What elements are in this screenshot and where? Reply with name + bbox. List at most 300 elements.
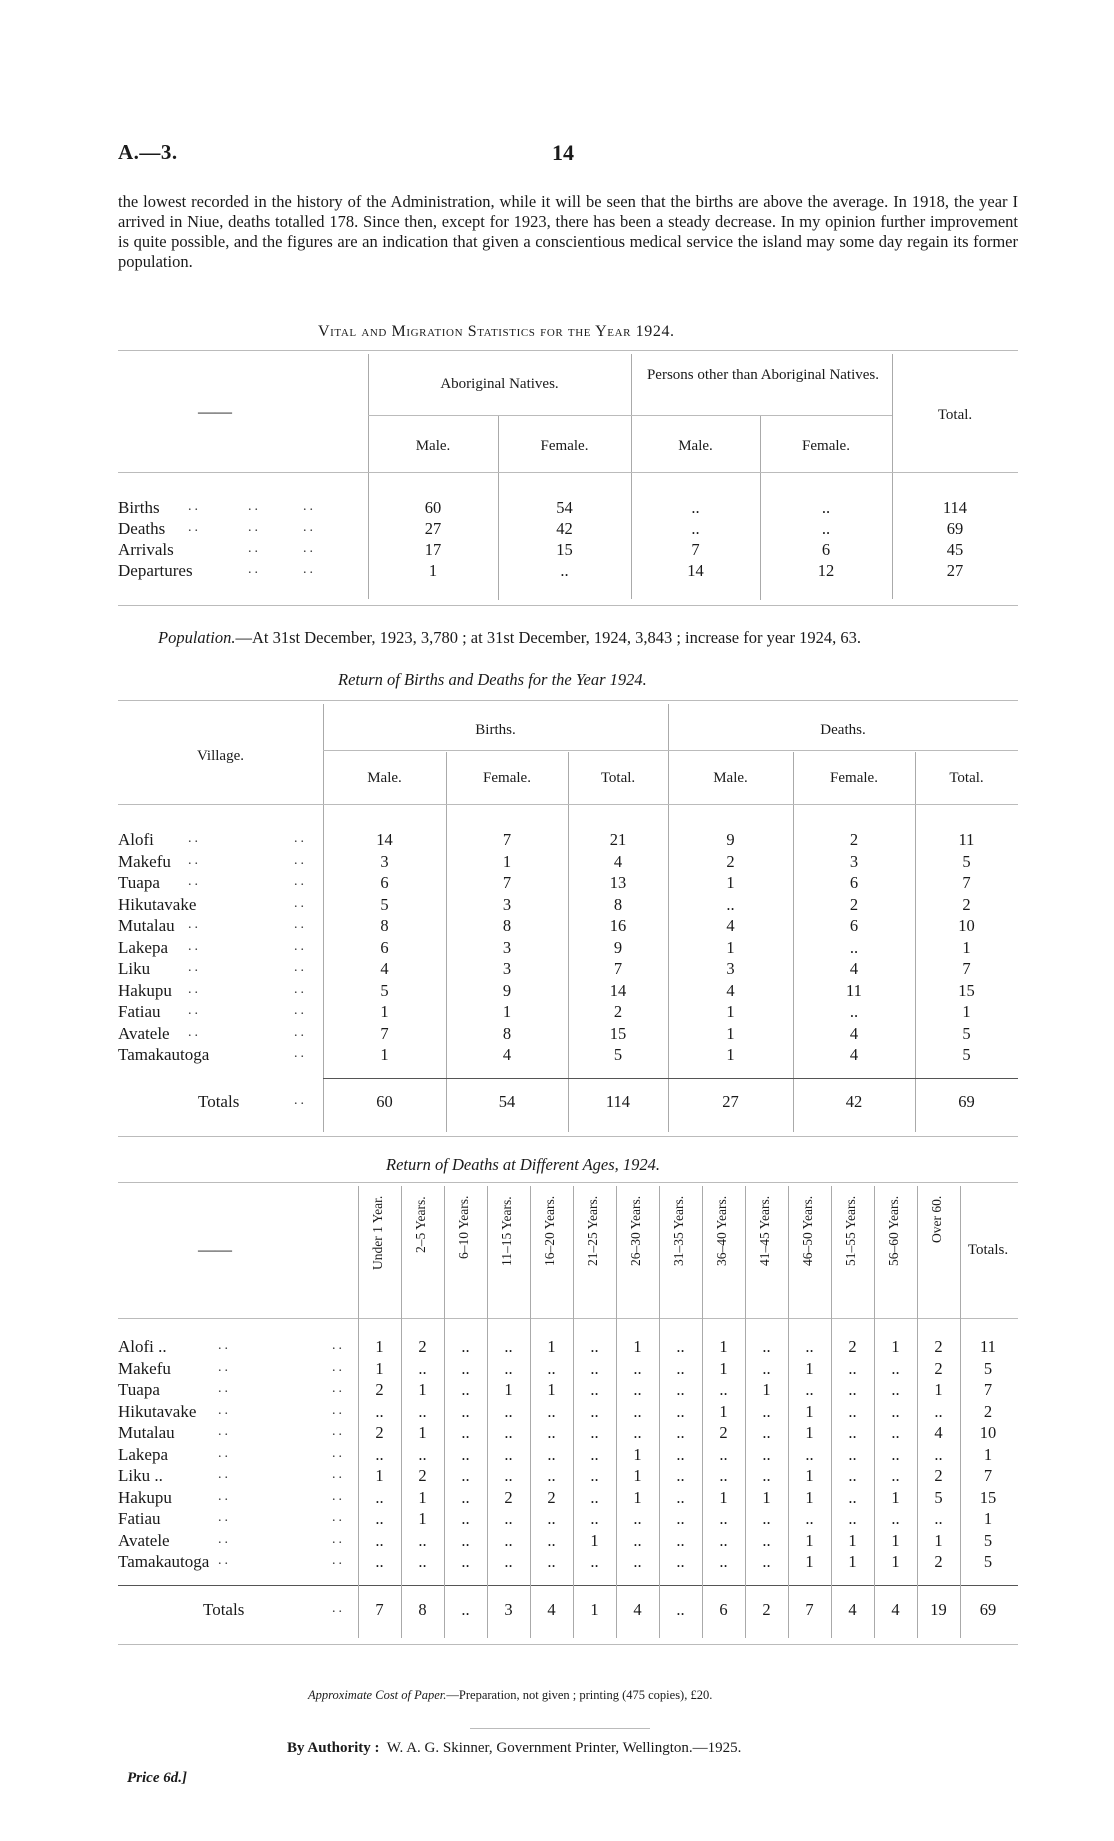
ages-total-cell: 3 [504,1600,513,1619]
ages-cell: .. [418,1530,427,1550]
births-total-header: Total. [600,770,636,786]
ages-column-header: 36–40 Years. [714,1196,729,1267]
bd-village-dots: .. [188,981,201,997]
ages-cell: .. [891,1444,900,1464]
ages-total-cell: 8 [418,1600,427,1619]
ages-village-dots: .. [332,1359,345,1375]
ages-cell: .. [504,1530,513,1550]
ages-cell: 1 [719,1337,728,1356]
ages-cell: .. [590,1509,599,1528]
ages-cell: 1 [762,1380,771,1399]
bd-village-name: Hikutavake [118,894,197,914]
price-note: Price 6d.] [127,1770,187,1786]
vital-row-dots: .. [303,499,316,514]
ages-cell: .. [375,1552,384,1571]
bd-cell-dm: .. [726,894,735,914]
vital-row-dots: .. [303,541,316,556]
ages-cell: .. [762,1509,771,1528]
ages-cell: .. [418,1552,427,1571]
ages-column-rule [616,1186,617,1638]
ages-cell: .. [805,1380,814,1399]
ages-cell: .. [719,1466,728,1485]
bd-village-dots: .. [188,831,201,846]
ages-cell: .. [891,1466,900,1485]
bd-cell-bf: 1 [502,1002,512,1021]
ages-cell: 1 [633,1487,642,1507]
ages-column-header: 11–15 Years. [499,1196,514,1266]
bd-cell-dt: 15 [958,980,975,1000]
bd-cell-bm: 14 [376,830,393,849]
ages-cell: .. [891,1509,900,1528]
bd-village-name: Mutalau [118,916,175,935]
vital-cell-of: .. [821,498,831,517]
bd-cell-bf: 7 [502,830,512,849]
ages-cell: 1 [633,1466,642,1485]
ages-cell: 2 [934,1466,943,1485]
ages-cell: .. [504,1444,513,1464]
bd-village-name: Fatiau [118,1002,161,1021]
bd-village-dots: .. [188,917,201,932]
ages-cell: .. [633,1358,642,1378]
ages-column-header: 51–55 Years. [843,1196,858,1267]
ages-total-cell: 4 [848,1600,857,1619]
ages-village-dots: .. [218,1553,231,1568]
bd-total-deaths-female: 42 [845,1092,863,1111]
ages-cell: .. [461,1380,470,1399]
ages-title: Return of Deaths at Different Ages, 1924. [386,1155,661,1174]
ages-column-rule [960,1186,961,1638]
ages-cell: 2 [719,1423,728,1442]
bd-total-births: 114 [605,1092,631,1111]
bd-cell-dm: 1 [726,1002,735,1021]
ages-cell: 5 [934,1487,943,1507]
ages-column-header: 41–45 Years. [757,1196,772,1267]
bd-total-deaths-male: 27 [722,1092,739,1111]
vital-cell-of: 6 [821,540,831,559]
bd-cell-bt: 8 [613,894,623,914]
bd-cell-bf: 3 [502,937,512,957]
ages-village-dots: .. [218,1531,231,1547]
ages-column-rule [487,1186,488,1638]
bd-cell-df: 11 [846,980,862,1000]
intro-paragraph [118,192,1018,272]
ages-cell: .. [762,1358,771,1378]
ages-column-header: 16–20 Years. [542,1196,557,1267]
bd-cell-bm: 1 [380,1045,389,1064]
ages-column-rule [788,1186,789,1638]
ages-cell: .. [375,1487,384,1507]
bd-cell-bf: 4 [502,1045,512,1064]
ages-village-dots: .. [332,1402,345,1418]
ages-cell: .. [461,1487,470,1507]
ages-cell: .. [891,1401,900,1421]
bd-cell-df: 2 [849,894,859,914]
bd-village-dots: .. [188,1003,201,1018]
ages-cell: .. [547,1423,556,1442]
ages-cell: .. [848,1466,857,1485]
bd-cell-df: 6 [849,873,859,892]
bd-cell-bf: 8 [502,916,512,935]
vital-row-dots: .. [248,541,261,556]
bd-cell-bt: 5 [613,1045,623,1064]
ages-cell: .. [719,1509,728,1528]
ages-column-rule [702,1186,703,1638]
bd-cell-dt: 5 [962,1045,971,1064]
vital-row-label: Departures [118,561,193,580]
bd-cell-dt: 10 [958,916,975,935]
bd-cell-bm: 3 [380,851,389,871]
ages-row-total: 2 [983,1401,993,1421]
bd-cell-bm: 6 [380,937,389,957]
ages-village-dots: .. [332,1381,345,1396]
ages-cell: .. [461,1423,470,1442]
bd-cell-dm: 4 [726,916,735,935]
bd-village-dots: .. [188,852,201,868]
bd-village-dots: .. [294,1003,307,1018]
births-header: Births. [475,722,516,738]
ages-column-rule [530,1186,531,1638]
ages-cell: 1 [762,1487,771,1507]
ages-village-dots: .. [218,1488,231,1504]
population-lead: Population. [158,628,236,647]
ages-cell: .. [461,1552,470,1571]
bd-cell-bm: 5 [380,894,389,914]
ages-cell: .. [590,1358,599,1378]
ages-cell: 2 [547,1487,556,1507]
ages-village-dots: .. [332,1488,345,1504]
vital-male-aboriginal: Male. [415,438,451,454]
ages-cell: .. [375,1444,384,1464]
ages-row-total: 1 [983,1444,993,1464]
bd-cell-dm: 1 [726,1045,735,1064]
ages-cell: .. [590,1444,599,1464]
vital-cell-am: 60 [424,498,442,517]
bd-cell-dm: 1 [726,873,735,892]
ages-cell: .. [676,1530,685,1550]
bd-totals-label: Totals [198,1092,240,1111]
vital-cell-af: 42 [556,519,573,538]
bd-cell-df: 4 [849,959,859,978]
ages-cell: .. [805,1337,814,1356]
vital-cell-am: 17 [424,540,442,559]
ages-village-dots: .. [218,1402,231,1418]
ages-cell: .. [504,1337,513,1356]
ages-cell: .. [375,1401,384,1421]
ages-village-dots: .. [218,1359,231,1375]
ages-total-cell: 4 [891,1600,900,1619]
births-deaths-table [118,700,1018,1140]
ages-cell: .. [805,1509,814,1528]
bd-cell-dt: 11 [958,830,975,849]
ages-cell: 1 [633,1444,642,1464]
bd-cell-dt: 7 [962,873,971,892]
ages-totals-header: Totals. [967,1242,1009,1258]
ages-cell: .. [547,1509,556,1528]
ages-cell: .. [461,1401,470,1421]
ages-cell: 1 [547,1337,556,1356]
births-male-header: Male. [367,770,402,786]
bd-village-name: Tamakautoga [118,1045,210,1064]
ages-cell: .. [891,1358,900,1378]
bd-cell-bm: 4 [380,959,389,978]
vital-cell-af: 54 [556,498,573,517]
ages-cell: 1 [418,1509,427,1528]
ages-cell: .. [418,1358,427,1378]
ages-cell: 1 [418,1423,427,1442]
ages-dash: —— [198,1240,232,1259]
ages-village-dots: .. [218,1381,231,1396]
ages-row-total: 1 [983,1509,993,1528]
bd-cell-bf: 7 [502,873,512,892]
vital-row-label: Arrivals [118,540,174,559]
ages-cell: .. [418,1444,427,1464]
ages-village-name: Tamakautoga [118,1552,210,1571]
ages-village-name: Mutalau [118,1423,175,1442]
bd-village-dots: .. [294,938,307,954]
ages-cell: .. [590,1380,599,1399]
ages-cell: .. [805,1444,814,1464]
ages-cell: .. [547,1358,556,1378]
ages-village-name: Liku .. [118,1466,163,1485]
bd-cell-df: 3 [849,851,859,871]
ages-column-rule [573,1186,574,1638]
bd-village-dots: .. [188,938,201,954]
ages-cell: .. [375,1530,384,1550]
ages-village-name: Hikutavake [118,1401,197,1421]
ages-village-dots: .. [332,1445,345,1461]
ages-village-dots: .. [332,1553,345,1568]
ages-column-header: 46–50 Years. [800,1196,815,1267]
ages-cell: .. [848,1358,857,1378]
ages-cell: 2 [504,1487,513,1507]
bd-cell-bm: 1 [380,1002,389,1021]
ages-column-rule [358,1186,359,1638]
vital-row-dots: .. [248,562,261,577]
ages-cell: .. [719,1380,728,1399]
page-ref: A.—3. [118,140,178,164]
ages-village-name: Hakupu [118,1487,172,1507]
ages-cell: .. [461,1509,470,1528]
vital-row-dots: .. [303,520,316,535]
ages-cell: .. [547,1444,556,1464]
bd-village-dots: .. [294,831,307,846]
authority-text: W. A. G. Skinner, Government Printer, Wellington.—1925. [386,1740,742,1756]
ages-cell: 2 [934,1358,943,1378]
ages-column-header: 21–25 Years. [585,1196,600,1267]
bd-cell-dm: 3 [726,959,735,978]
ages-cell: .. [719,1552,728,1571]
bd-cell-bf: 3 [502,894,512,914]
vital-cell-af: 15 [556,540,573,559]
ages-cell: 1 [891,1552,900,1571]
ages-cell: .. [461,1337,470,1356]
ages-cell: .. [633,1530,642,1550]
ages-cell: .. [762,1466,771,1485]
vital-dash: —— [198,402,232,421]
ages-cell: 1 [633,1337,642,1356]
bd-cell-bt: 9 [613,937,623,957]
ages-column-header: Under 1 Year. [370,1196,385,1271]
ages-cell: 1 [719,1401,728,1421]
bd-cell-df: 4 [849,1045,859,1064]
ages-totals-label: Totals [203,1600,245,1619]
ages-village-dots: .. [332,1338,345,1353]
ages-column-header: 56–60 Years. [886,1196,901,1267]
vital-table-title: Vital and Migration Statistics for the Year 1924. [318,323,675,340]
ages-cell: .. [676,1487,685,1507]
bd-cell-dm: 1 [726,937,735,957]
ages-cell: 1 [848,1530,857,1550]
ages-cell: .. [762,1552,771,1571]
bd-cell-dt: 1 [962,937,971,957]
bd-cell-bf: 8 [502,1023,512,1043]
vital-row-dots: .. [188,499,201,514]
ages-cell: .. [719,1530,728,1550]
vital-cell-of: .. [821,519,831,538]
vital-cell-om: .. [691,519,700,538]
ages-cell: 1 [547,1380,556,1399]
ages-total-cell: .. [676,1600,685,1619]
ages-total-cell: .. [461,1600,470,1619]
ages-row-total: 5 [983,1358,993,1378]
ages-total-cell: 4 [547,1600,556,1619]
vital-group-other: Persons other than Aboriginal Natives. [646,367,880,383]
intro-text: the lowest recorded in the history of the Administration, while it will be seen that the births are above the average. In 1918, the year I arrived in Niue, deaths totalled 178. Since then, except for 1923, there has been a steady decrease. In my opinion further improvement is quite possible, and the figures are an indication that given a conscientious medical service the island may some day regain its former population. [118,192,1018,271]
ages-cell: .. [848,1380,857,1399]
ages-column-rule [659,1186,660,1638]
vital-cell-af: .. [560,561,569,580]
ages-cell: 1 [719,1487,728,1507]
ages-cell: .. [719,1444,728,1464]
ages-cell: .. [461,1466,470,1485]
ages-column-header: 6–10 Years. [456,1196,471,1260]
bd-cell-dt: 1 [962,1002,971,1021]
ages-cell: .. [676,1358,685,1378]
ages-cell: .. [848,1401,857,1421]
ages-cell: 1 [891,1337,900,1356]
vital-group-aboriginal: Aboriginal Natives. [440,376,559,392]
bd-cell-bt: 14 [609,980,627,1000]
ages-cell: 1 [504,1380,513,1399]
ages-cell: .. [461,1358,470,1378]
bd-totals-dots: .. [294,1093,307,1108]
ages-cell: 1 [375,1466,384,1485]
deaths-female-header: Female. [830,770,878,786]
ages-cell: .. [504,1358,513,1378]
cost-note [308,1688,712,1703]
bd-cell-df: .. [849,937,859,957]
ages-row-total: 10 [979,1423,997,1442]
ages-cell: .. [590,1401,599,1421]
ages-column-header: 31–35 Years. [671,1196,686,1267]
ages-row-total: 5 [983,1530,993,1550]
bd-village-dots: .. [294,1046,307,1061]
ages-village-name: Fatiau [118,1509,161,1528]
bd-village-dots: .. [188,960,201,975]
ages-cell: .. [848,1444,857,1464]
ages-cell: .. [676,1423,685,1442]
vital-table [118,350,1018,610]
ages-cell: 1 [375,1358,384,1378]
ages-cell: .. [633,1509,642,1528]
ages-cell: .. [504,1466,513,1485]
ages-village-dots: .. [332,1531,345,1547]
ages-cell: 1 [805,1530,814,1550]
bd-village-name: Lakepa [118,937,169,957]
ages-cell: .. [891,1380,900,1399]
cost-text: —Preparation, not given ; printing (475 copies), £20. [446,1688,713,1702]
ages-cell: .. [762,1401,771,1421]
bd-village-dots: .. [294,874,307,889]
ages-cell: .. [633,1401,642,1421]
ages-column-rule [401,1186,402,1638]
ages-cell: .. [504,1552,513,1571]
ages-cell: 2 [418,1337,427,1356]
vital-row-label: Births [118,498,160,517]
ages-grand-total: 69 [979,1600,997,1619]
ages-cell: 1 [805,1552,814,1571]
ages-cell: .. [676,1509,685,1528]
bd-cell-dm: 2 [726,851,735,871]
vital-male-other: Male. [678,438,713,454]
bd-village-dots: .. [294,917,307,932]
bd-cell-bt: 16 [609,916,627,935]
ages-cell: .. [934,1401,943,1421]
births-deaths-title: Return of Births and Deaths for the Year 1924. [338,670,647,689]
deaths-total-header: Total. [949,770,984,786]
vital-cell-om: .. [691,498,700,517]
ages-cell: 2 [934,1552,943,1571]
bd-village-dots: .. [294,852,307,868]
bd-cell-dt: 5 [962,1023,971,1043]
ages-cell: .. [891,1423,900,1442]
ages-village-dots: .. [218,1338,231,1353]
ages-cell: 2 [848,1337,857,1356]
ages-total-cell: 2 [762,1600,771,1619]
bd-village-name: Liku [118,959,151,978]
bd-cell-bf: 3 [502,959,512,978]
ages-row-total: 7 [983,1380,993,1399]
ages-village-dots: .. [332,1424,345,1439]
ages-column-rule [444,1186,445,1638]
vital-cell-of: 12 [817,561,835,580]
population-note [118,628,1016,648]
ages-cell: 2 [418,1466,427,1485]
ages-cell: .. [934,1509,943,1528]
vital-cell-t: 45 [946,540,964,559]
ages-cell: .. [762,1530,771,1550]
vital-total-header: Total. [937,407,973,423]
bd-cell-dt: 5 [962,851,971,871]
ages-cell: .. [633,1552,642,1571]
vital-cell-am: 1 [428,561,438,580]
ages-cell: .. [676,1552,685,1571]
page-number: 14 [552,140,574,165]
ages-village-dots: .. [218,1510,231,1525]
ages-cell: 1 [805,1423,814,1442]
authority-line [287,1740,741,1757]
ages-cell: 1 [719,1358,728,1378]
bd-cell-bt: 2 [613,1002,623,1021]
ages-cell: 1 [805,1487,814,1507]
bd-cell-bm: 5 [380,980,389,1000]
ages-village-name: Alofi .. [118,1337,167,1356]
bd-village-name: Makefu [118,851,171,871]
ages-row-total: 11 [980,1337,996,1356]
deaths-header: Deaths. [820,722,866,738]
vital-row-dots: .. [303,562,316,577]
ages-total-cell: 1 [590,1600,599,1619]
